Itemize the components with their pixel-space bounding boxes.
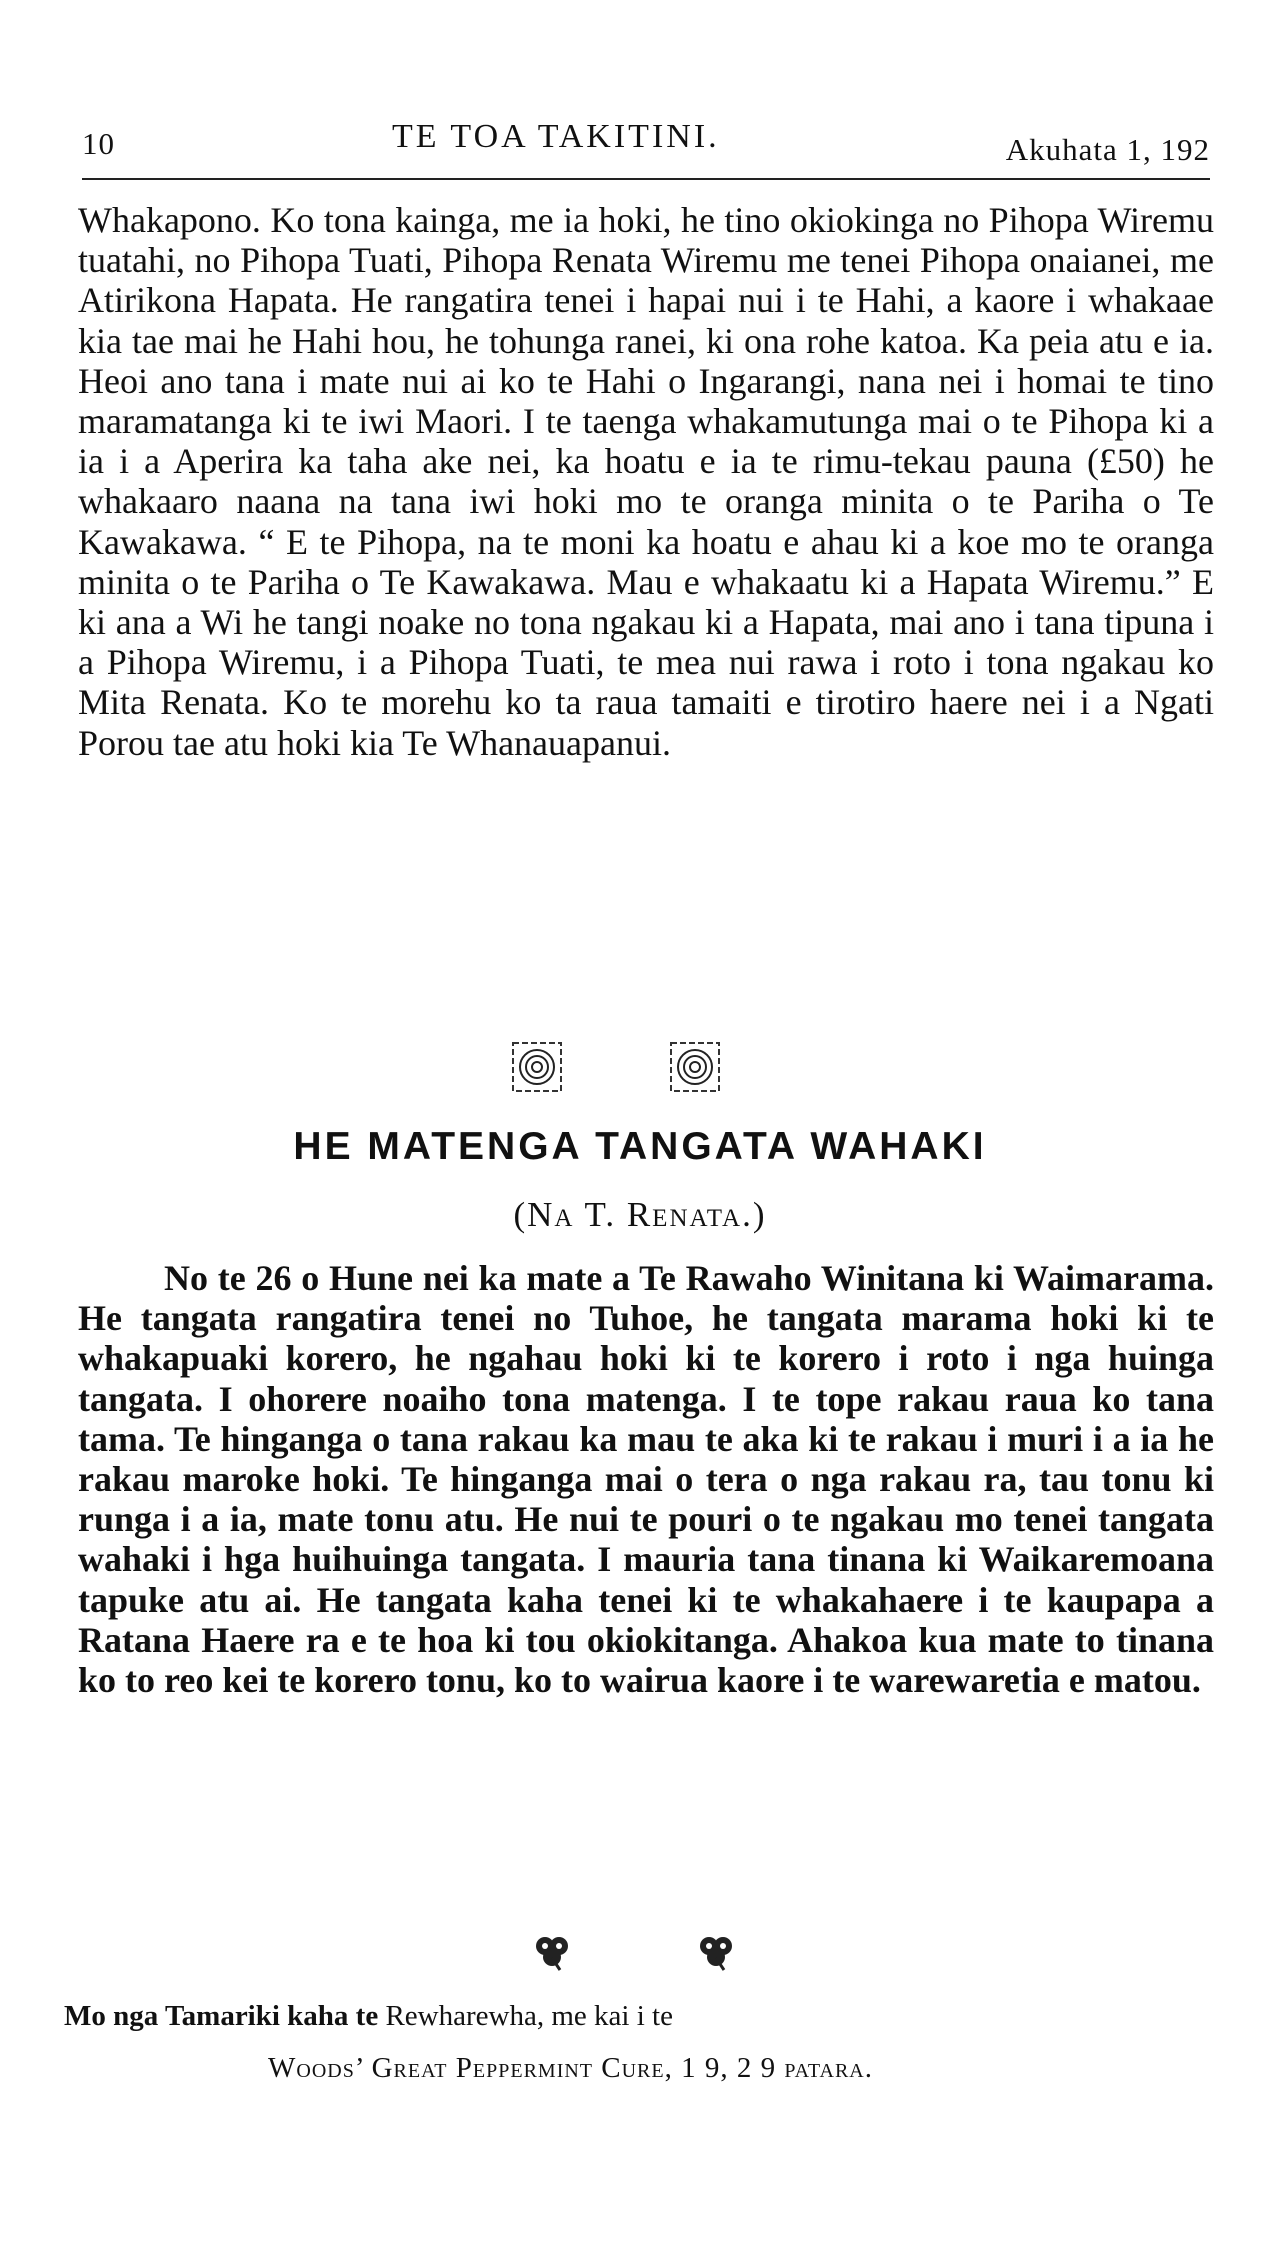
running-head — [82, 118, 1210, 168]
byline: (Na T. Renata.) — [513, 1195, 767, 1234]
advertisement-lead: Mo nga Tamariki kaha te — [64, 2000, 379, 2032]
article-2-paragraph: No te 26 o Hune nei ka mate a Te Rawaho Winitana ki Waimarama. He tangata rangatira tenei no Tuhoe, he tangata marama hoki ki te whakapuaki korero, he ngahau hoki ki te korero i roto i nga huinga tangata. I ohorere noaiho tona matenga. I te tope rakau raua ko tana tama. Te hinganga o tana rakau ka mau te aka ki te rakau i muri i a ia he rakau maroke hoki. Te hinganga mai o tera o nga rakau ra, tau tonu ki runga i a ia, mate tonu atu. He nui te pouri o te ngakau mo tenei tangata wahaki i hga huihuinga tangata. I mauria tana tinana ki Waikaremoana tapuke atu ai. He tangata kaha tenei ki te whakahaere i te kaupapa a Ratana Haere ra e te hoa ki tou okiokitanga. Ahakoa kua mate to tinana ko to reo kei te korero tonu, ko to wairua kaore i te warewaretia e matou. — [78, 1258, 1214, 1701]
section-heading: HE MATENGA TANGATA WAHAKI — [293, 1125, 987, 1168]
page-number: 10 — [82, 126, 115, 161]
end-mark-ornaments — [0, 1932, 1280, 1976]
advertisement-product-line: Woods’ Great Peppermint Cure, 1 9, 2 9 patara. — [268, 2052, 873, 2084]
header-divider — [82, 178, 1210, 180]
journal-title: TE TOA TAKITINI. — [392, 118, 720, 155]
issue-date: Akuhata 1, 192 — [1005, 132, 1210, 167]
clover-ornament-icon — [694, 1932, 738, 1977]
clover-ornament-icon — [530, 1932, 574, 1977]
advertisement-line-1 — [64, 2000, 1204, 2033]
section-break-ornaments — [0, 1040, 1280, 1100]
article-1-paragraph: Whakapono. Ko tona kainga, me ia hoki, he tino okiokinga no Pihopa Wiremu tuatahi, no Pihopa Tuati, Pihopa Renata Wiremu me tenei Pihopa onaianei, me Atirikona Hapata. He rangatira tenei i hapai nui i te Hahi, a kaore i whakaae kia tae mai he Hahi hou, he tohunga ranei, ki ona rohe katoa. Ka peia atu e ia. Heoi ano tana i mate nui ai ko te Hahi o Ingarangi, nana nei i homai te tino maramatanga ki te iwi Maori. I te taenga whakamutunga mai o te Pihopa ki a ia i a Aperira ka taha ake nei, ka hoatu e ia te rimu-tekau pauna (£50) he whakaaro naana na tana iwi hoki mo te oranga minita o te Pariha o Te Kawakawa. “ E te Pihopa, na te moni ka hoatu e ahau ki a koe mo te oranga minita o te Pariha o Te Kawakawa. Mau e whakaatu ki a Hapata Wiremu.” E ki ana a Wi he tangi noake no tona ngakau ki a Hapata, mai ano i tana tipuna i a Pihopa Wiremu, i a Pihopa Tuati, te mea nui rawa i roto i tona ngakau ko Mita Renata. Ko te morehu ko ta raua tamaiti e tirotiro haere nei i a Ngati Porou tae atu hoki kia Te Whanauapanui. — [78, 200, 1214, 763]
spiral-ornament-icon — [668, 1040, 722, 1099]
spiral-ornament-icon — [510, 1040, 564, 1099]
advertisement-lead-rest: Rewharewha, me kai i te — [378, 2000, 673, 2032]
